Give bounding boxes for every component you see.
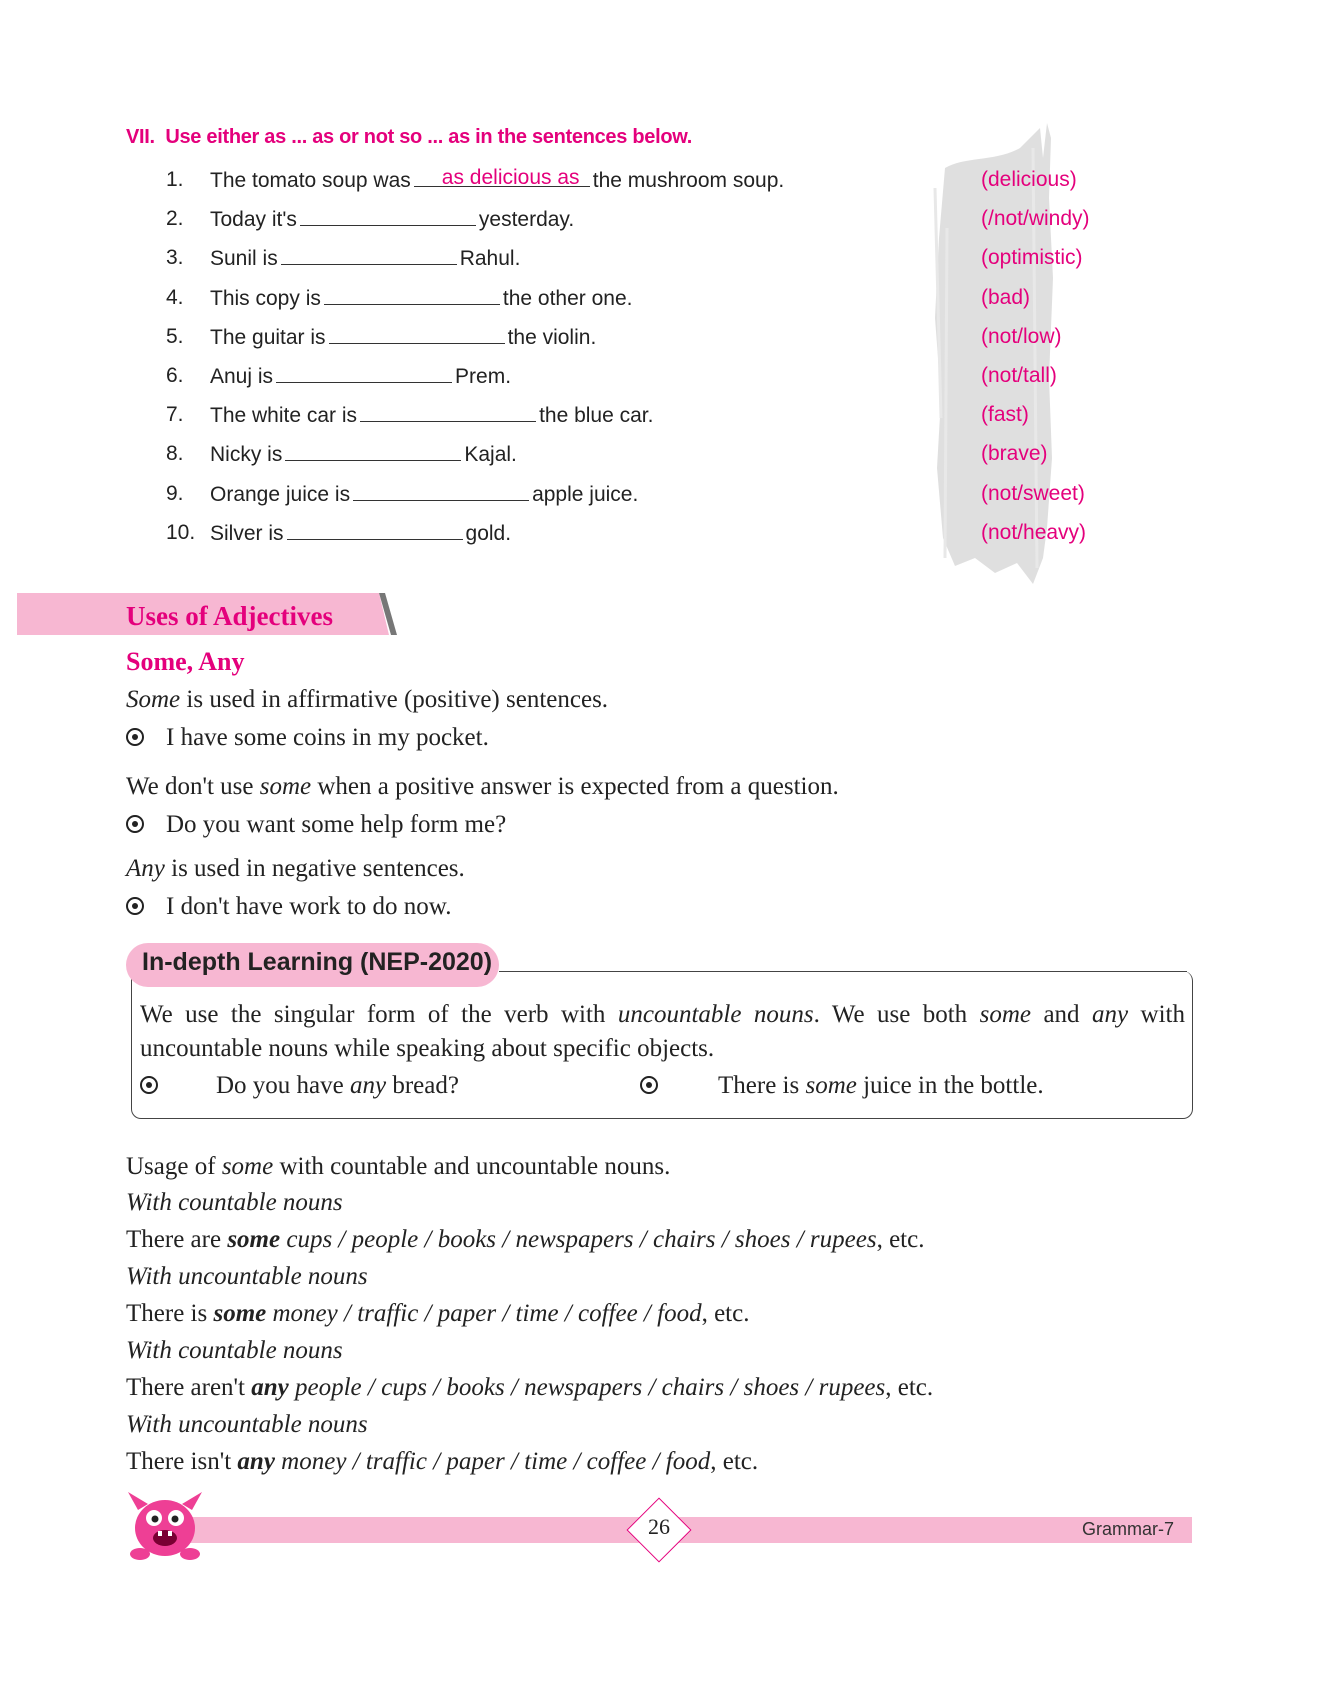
usage-heading: With countable nouns bbox=[126, 1337, 343, 1364]
item-hint: (not/sweet) bbox=[981, 481, 1085, 505]
depth-example-1: Do you have any bread? bbox=[140, 1072, 459, 1100]
usage-line: There isn't any money / traffic / paper / time / coffee / food, etc. bbox=[126, 1448, 759, 1475]
rule-some-question: We don't use some when a positive answer is expected from a question. bbox=[126, 773, 839, 800]
answer-blank[interactable] bbox=[285, 442, 461, 461]
bullet-icon bbox=[126, 897, 144, 915]
bullet-icon bbox=[126, 728, 144, 746]
page-number: 26 bbox=[648, 1514, 670, 1539]
item-number: 8. bbox=[166, 442, 184, 466]
answer-blank[interactable] bbox=[360, 403, 536, 422]
exercise-item bbox=[166, 321, 1166, 360]
exercise-item bbox=[166, 203, 1166, 242]
item-number: 4. bbox=[166, 285, 184, 309]
box-top-border bbox=[499, 971, 1187, 972]
item-sentence: Orange juice is apple juice. bbox=[210, 482, 639, 506]
in-depth-learning-title: In-depth Learning (NEP-2020) bbox=[142, 948, 493, 976]
exercise-item bbox=[166, 360, 1166, 399]
rule-any-negative: Any is used in negative sentences. bbox=[126, 855, 465, 882]
usage-line: There aren't any people / cups / books / newspapers / chairs / shoes / rupees, etc. bbox=[126, 1374, 934, 1401]
example-bullet: Do you want some help form me? bbox=[126, 811, 506, 839]
item-sentence: Today it's yesterday. bbox=[210, 208, 575, 232]
item-sentence: The guitar is the violin. bbox=[210, 325, 597, 349]
exercise-instruction: Use either as ... as or not so ... as in the sentences below. bbox=[165, 126, 693, 148]
item-sentence: Nicky is Kajal. bbox=[210, 443, 517, 467]
item-number: 10. bbox=[166, 520, 196, 544]
exercise-item bbox=[166, 282, 1166, 321]
bullet-icon bbox=[126, 815, 144, 833]
answer-blank[interactable] bbox=[276, 364, 452, 383]
item-hint: (fast) bbox=[981, 403, 1029, 427]
example-bullet: I don't have work to do now. bbox=[126, 893, 451, 921]
item-number: 9. bbox=[166, 481, 184, 505]
usage-line: There are some cups / people / books / newspapers / chairs / shoes / rupees, etc. bbox=[126, 1226, 925, 1253]
filled-answer: as delicious as bbox=[441, 166, 580, 189]
usage-heading: With uncountable nouns bbox=[126, 1263, 368, 1290]
example-bullet: I have some coins in my pocket. bbox=[126, 724, 489, 752]
item-number: 7. bbox=[166, 403, 184, 427]
subsection-title: Some, Any bbox=[126, 647, 245, 676]
item-sentence: Sunil is Rahul. bbox=[210, 247, 521, 271]
usage-heading: With uncountable nouns bbox=[126, 1411, 368, 1438]
item-number: 1. bbox=[166, 168, 184, 191]
bullet-icon bbox=[640, 1076, 658, 1094]
usage-intro: Usage of some with countable and uncountable nouns. bbox=[126, 1153, 671, 1180]
monster-mascot-icon bbox=[120, 1488, 210, 1564]
item-hint: (not/heavy) bbox=[981, 520, 1087, 544]
item-hint: (optimistic) bbox=[981, 246, 1083, 270]
answer-blank[interactable] bbox=[300, 207, 476, 226]
section-title: Uses of Adjectives bbox=[126, 601, 333, 631]
item-sentence: Anuj is Prem. bbox=[210, 364, 512, 388]
book-title: Grammar-7 bbox=[1082, 1519, 1175, 1539]
item-hint: (delicious) bbox=[981, 168, 1077, 191]
answer-blank[interactable] bbox=[329, 325, 505, 344]
exercise-item bbox=[166, 399, 1166, 438]
item-hint: (/not/windy) bbox=[981, 207, 1090, 231]
item-number: 2. bbox=[166, 207, 184, 231]
item-hint: (not/low) bbox=[981, 324, 1062, 348]
exercise-item bbox=[166, 517, 1166, 556]
answer-blank[interactable] bbox=[324, 286, 500, 305]
answer-blank[interactable] bbox=[414, 168, 590, 187]
usage-heading: With countable nouns bbox=[126, 1189, 343, 1216]
item-number: 5. bbox=[166, 324, 184, 348]
exercise-item bbox=[166, 478, 1166, 517]
item-sentence: The white car is the blue car. bbox=[210, 404, 654, 428]
exercise-number: VII. bbox=[126, 126, 155, 148]
item-sentence: The tomato soup was as delicious as the mushroom soup. bbox=[210, 166, 785, 192]
bullet-icon bbox=[140, 1076, 158, 1094]
depth-example-2: There is some juice in the bottle. bbox=[640, 1072, 1044, 1100]
item-hint: (bad) bbox=[981, 285, 1031, 309]
exercise-item bbox=[166, 438, 1166, 477]
rule-some-affirmative: Some is used in affirmative (positive) sentences. bbox=[126, 686, 609, 713]
item-sentence: Silver is gold. bbox=[210, 521, 512, 545]
answer-blank[interactable] bbox=[281, 246, 457, 265]
exercise-item bbox=[166, 164, 1166, 203]
item-sentence: This copy is the other one. bbox=[210, 286, 633, 310]
exercise-item bbox=[166, 242, 1166, 281]
item-number: 3. bbox=[166, 246, 184, 270]
answer-blank[interactable] bbox=[353, 482, 529, 501]
in-depth-learning-text: We use the singular form of the verb with uncountable nouns. We use both some and any with uncountable nouns while speaking about specific objects. bbox=[140, 1001, 1185, 1062]
exercise-heading bbox=[126, 126, 692, 149]
answer-blank[interactable] bbox=[287, 521, 463, 540]
item-hint: (brave) bbox=[981, 442, 1048, 466]
item-number: 6. bbox=[166, 363, 184, 387]
exercise-list bbox=[166, 164, 1166, 556]
usage-line: There is some money / traffic / paper / time / coffee / food, etc. bbox=[126, 1300, 750, 1327]
item-hint: (not/tall) bbox=[981, 363, 1057, 387]
